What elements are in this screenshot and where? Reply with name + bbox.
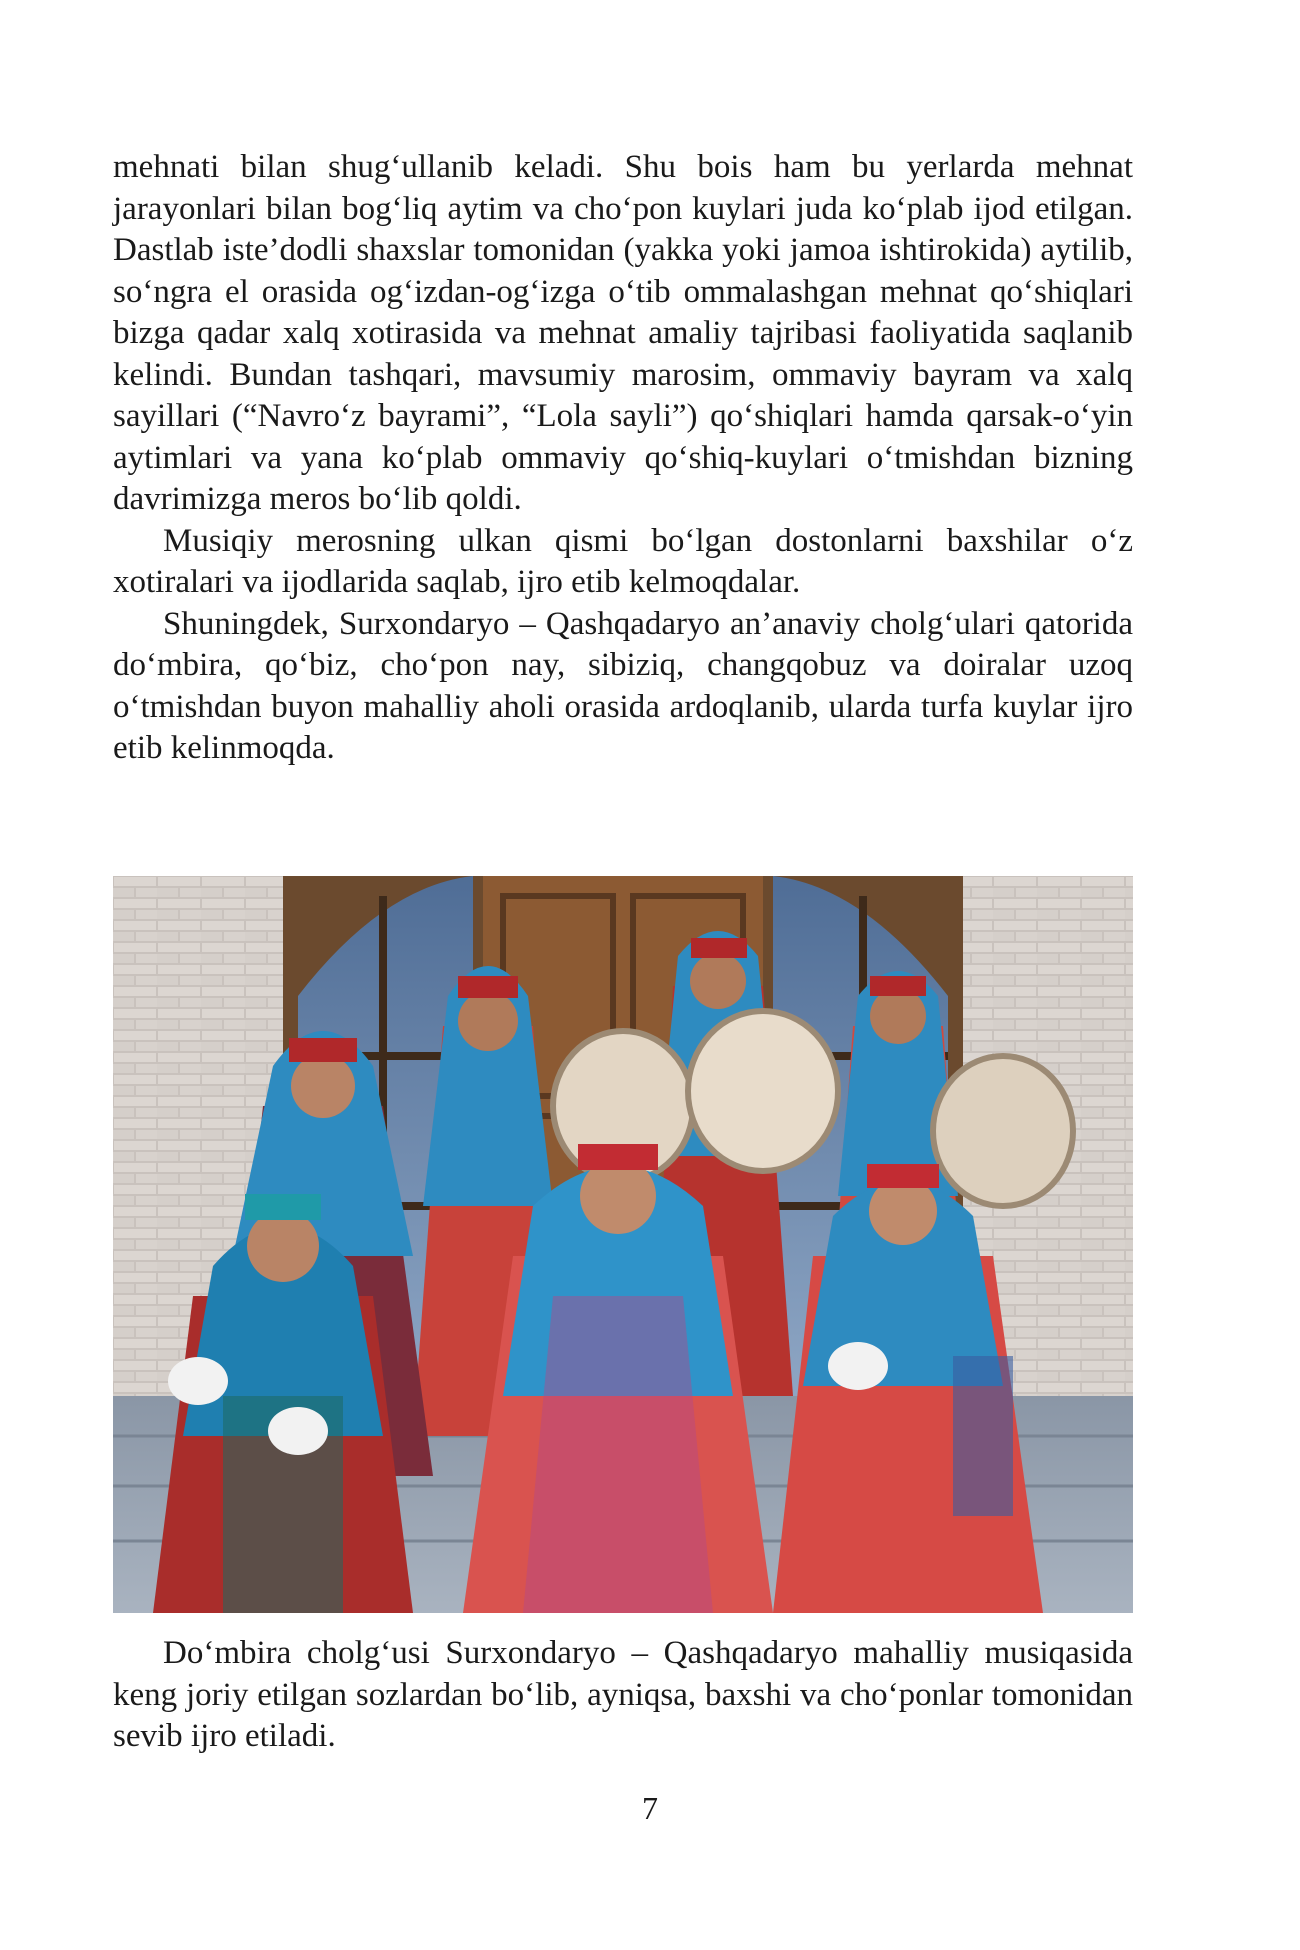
paragraph-dostonlar: Musiqiy merosning ulkan qismi bo‘lgan dostonlarni baxshilar o‘z xotiralari va ijodlarida saqlab, ijro etib kelmoqdalar.	[113, 522, 1133, 600]
page-number: 7	[642, 1790, 658, 1826]
paragraph-continued: mehnati bilan shug‘ullanib keladi. Shu bois ham bu yerlarda mehnat jarayonlari bilan bog‘liq aytim va cho‘pon kuylari juda ko‘plab ijod etilgan. Dastlab iste’dodli shaxslar tomonidan (yakka yoki jamoa ishtirokida) aytilib, so‘ngra el orasida og‘izdan-og‘izga o‘tib ommalashgan mehnat qo‘shiqlari bizga qadar xalq xotirasida va mehnat amaliy tajribasi faoliyatida saqlanib kelindi. Bundan tashqari, mavsumiy marosim, ommaviy bayram va xalq sayillari (“Navro‘z bayrami”, “Lola sayli”) qo‘shiqlari hamda qarsak-o‘yin aytimlari va yana ko‘plab ommaviy qo‘shiq-kuylari o‘tmishdan bizning davrimizga meros bo‘lib qoldi.	[113, 149, 1133, 517]
paragraph-dombira: Do‘mbira cholg‘usi Surxondaryo – Qashqadaryo mahalliy musiqasida keng joriy etilgan sozlardan bo‘lib, ayniqsa, baxshi va cho‘ponlar tomonidan sevib ijro etiladi.	[113, 1635, 1133, 1754]
photo-folk-ensemble	[113, 876, 1133, 1613]
body-text-top	[113, 147, 1133, 770]
paragraph-cholgulari: Shuningdek, Surxondaryo – Qashqadaryo an’anaviy cholg‘ulari qatorida do‘mbira, qo‘biz, cho‘pon nay, sibiziq, changqobuz va doiralar uzoq o‘tmishdan buyon mahalliy aholi orasida ardoqlanib, ularda turfa kuylar ijro etib kelinmoqda.	[113, 605, 1133, 766]
body-text-bottom	[113, 1633, 1133, 1758]
